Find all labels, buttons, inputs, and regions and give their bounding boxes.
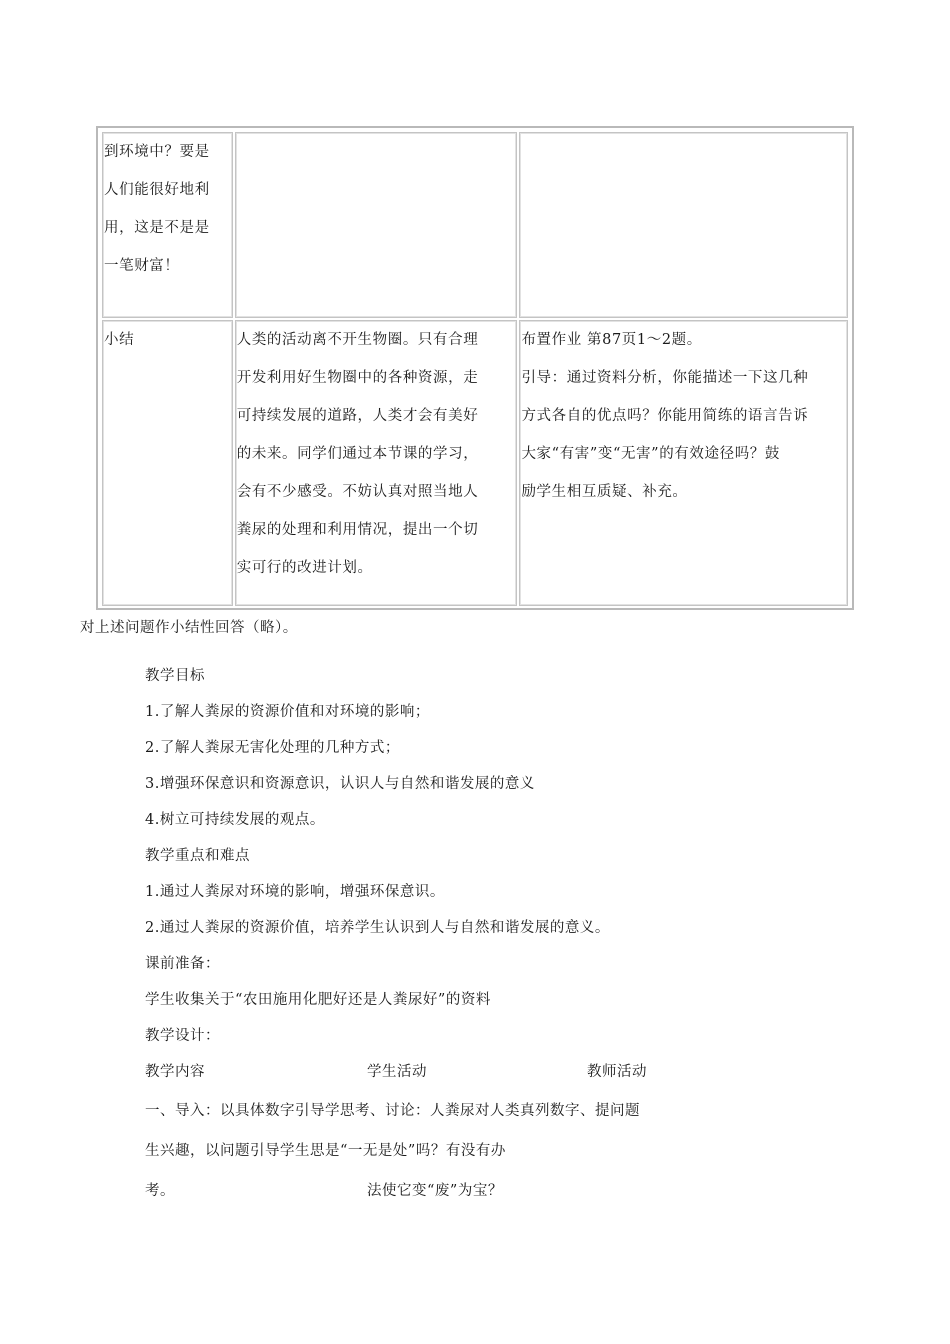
key-point-item: 1.通过人粪尿对环境的影响，增强环保意识。 <box>145 884 445 900</box>
objective-item: 4.树立可持续发展的观点。 <box>145 812 325 828</box>
design-column-teacher: 教师活动 <box>587 1064 647 1080</box>
design-heading: 教学设计： <box>145 1028 220 1044</box>
lead-in-section <box>145 1096 845 1216</box>
lead-in-line: 一、导入：以具体数字引导学思考、讨论：人粪尿对人类真列数字、提问题 <box>145 1103 640 1119</box>
cell-line: 的未来。同学们通过本节课的学习， <box>236 446 479 462</box>
key-points-heading: 教学重点和难点 <box>145 848 250 864</box>
cell-line: 可持续发展的道路，人类才会有美好 <box>236 408 479 424</box>
cell-line: 布置作业 第87页1～2题。 <box>521 332 702 348</box>
lead-in-line <box>145 1176 845 1216</box>
table-cell-summary-text <box>235 320 518 606</box>
cell-line: 到环境中？要是 <box>104 144 210 160</box>
lead-in-line-right: 法使它变“废”为宝？ <box>367 1183 503 1199</box>
cell-line: 粪尿的处理和利用情况，提出一个切 <box>236 522 479 538</box>
lesson-table-grid <box>100 130 850 608</box>
table-cell-r1-c2 <box>235 132 518 318</box>
summary-answer-text: 对上述问题作小结性回答（略）。 <box>80 620 298 636</box>
preparation-text: 学生收集关于“农田施用化肥好还是人粪尿好”的资料 <box>145 992 491 1008</box>
cell-line: 方式各自的优点吗？你能用简练的语言告诉 <box>521 408 809 424</box>
design-column-content: 教学内容 <box>145 1064 205 1080</box>
cell-line: 会有不少感受。不妨认真对照当地人 <box>236 484 479 500</box>
table-cell-homework <box>519 320 848 606</box>
cell-line: 励学生相互质疑、补充。 <box>521 484 688 500</box>
cell-line: 实可行的改进计划。 <box>236 560 373 576</box>
cell-line: 大家“有害”变“无害”的有效途径吗？鼓 <box>521 446 780 462</box>
cell-line: 一笔财富！ <box>104 258 180 274</box>
objective-item: 1.了解人粪尿的资源价值和对环境的影响； <box>145 704 430 720</box>
objectives-heading: 教学目标 <box>145 668 205 684</box>
design-column-student: 学生活动 <box>367 1064 427 1080</box>
cell-line: 人们能很好地利 <box>104 182 210 198</box>
key-point-item: 2.通过人粪尿的资源价值，培养学生认识到人与自然和谐发展的意义。 <box>145 920 610 936</box>
cell-line: 开发利用好生物圈中的各种资源，走 <box>236 370 479 386</box>
cell-line: 人类的活动离不开生物圈。只有合理 <box>236 332 479 348</box>
cell-line: 用，这是不是是 <box>104 220 210 236</box>
table-cell-summary-label: 小结 <box>102 320 233 606</box>
objective-item: 3.增强环保意识和资源意识，认识人与自然和谐发展的意义 <box>145 776 535 792</box>
objective-item: 2.了解人粪尿无害化处理的几种方式； <box>145 740 400 756</box>
table-row <box>102 320 848 606</box>
lead-in-line: 生兴趣，以问题引导学生思是“一无是处”吗？有没有办 <box>145 1143 506 1159</box>
lesson-table <box>96 126 854 610</box>
cell-line: 引导：通过资料分析，你能描述一下这几种 <box>521 370 809 386</box>
table-row <box>102 132 848 318</box>
table-cell-r1-c1 <box>102 132 233 318</box>
table-cell-r1-c3 <box>519 132 848 318</box>
lead-in-line-left: 考。 <box>145 1183 175 1199</box>
lesson-plan-body <box>145 664 785 1096</box>
preparation-heading: 课前准备： <box>145 956 220 972</box>
design-columns <box>145 1060 785 1096</box>
